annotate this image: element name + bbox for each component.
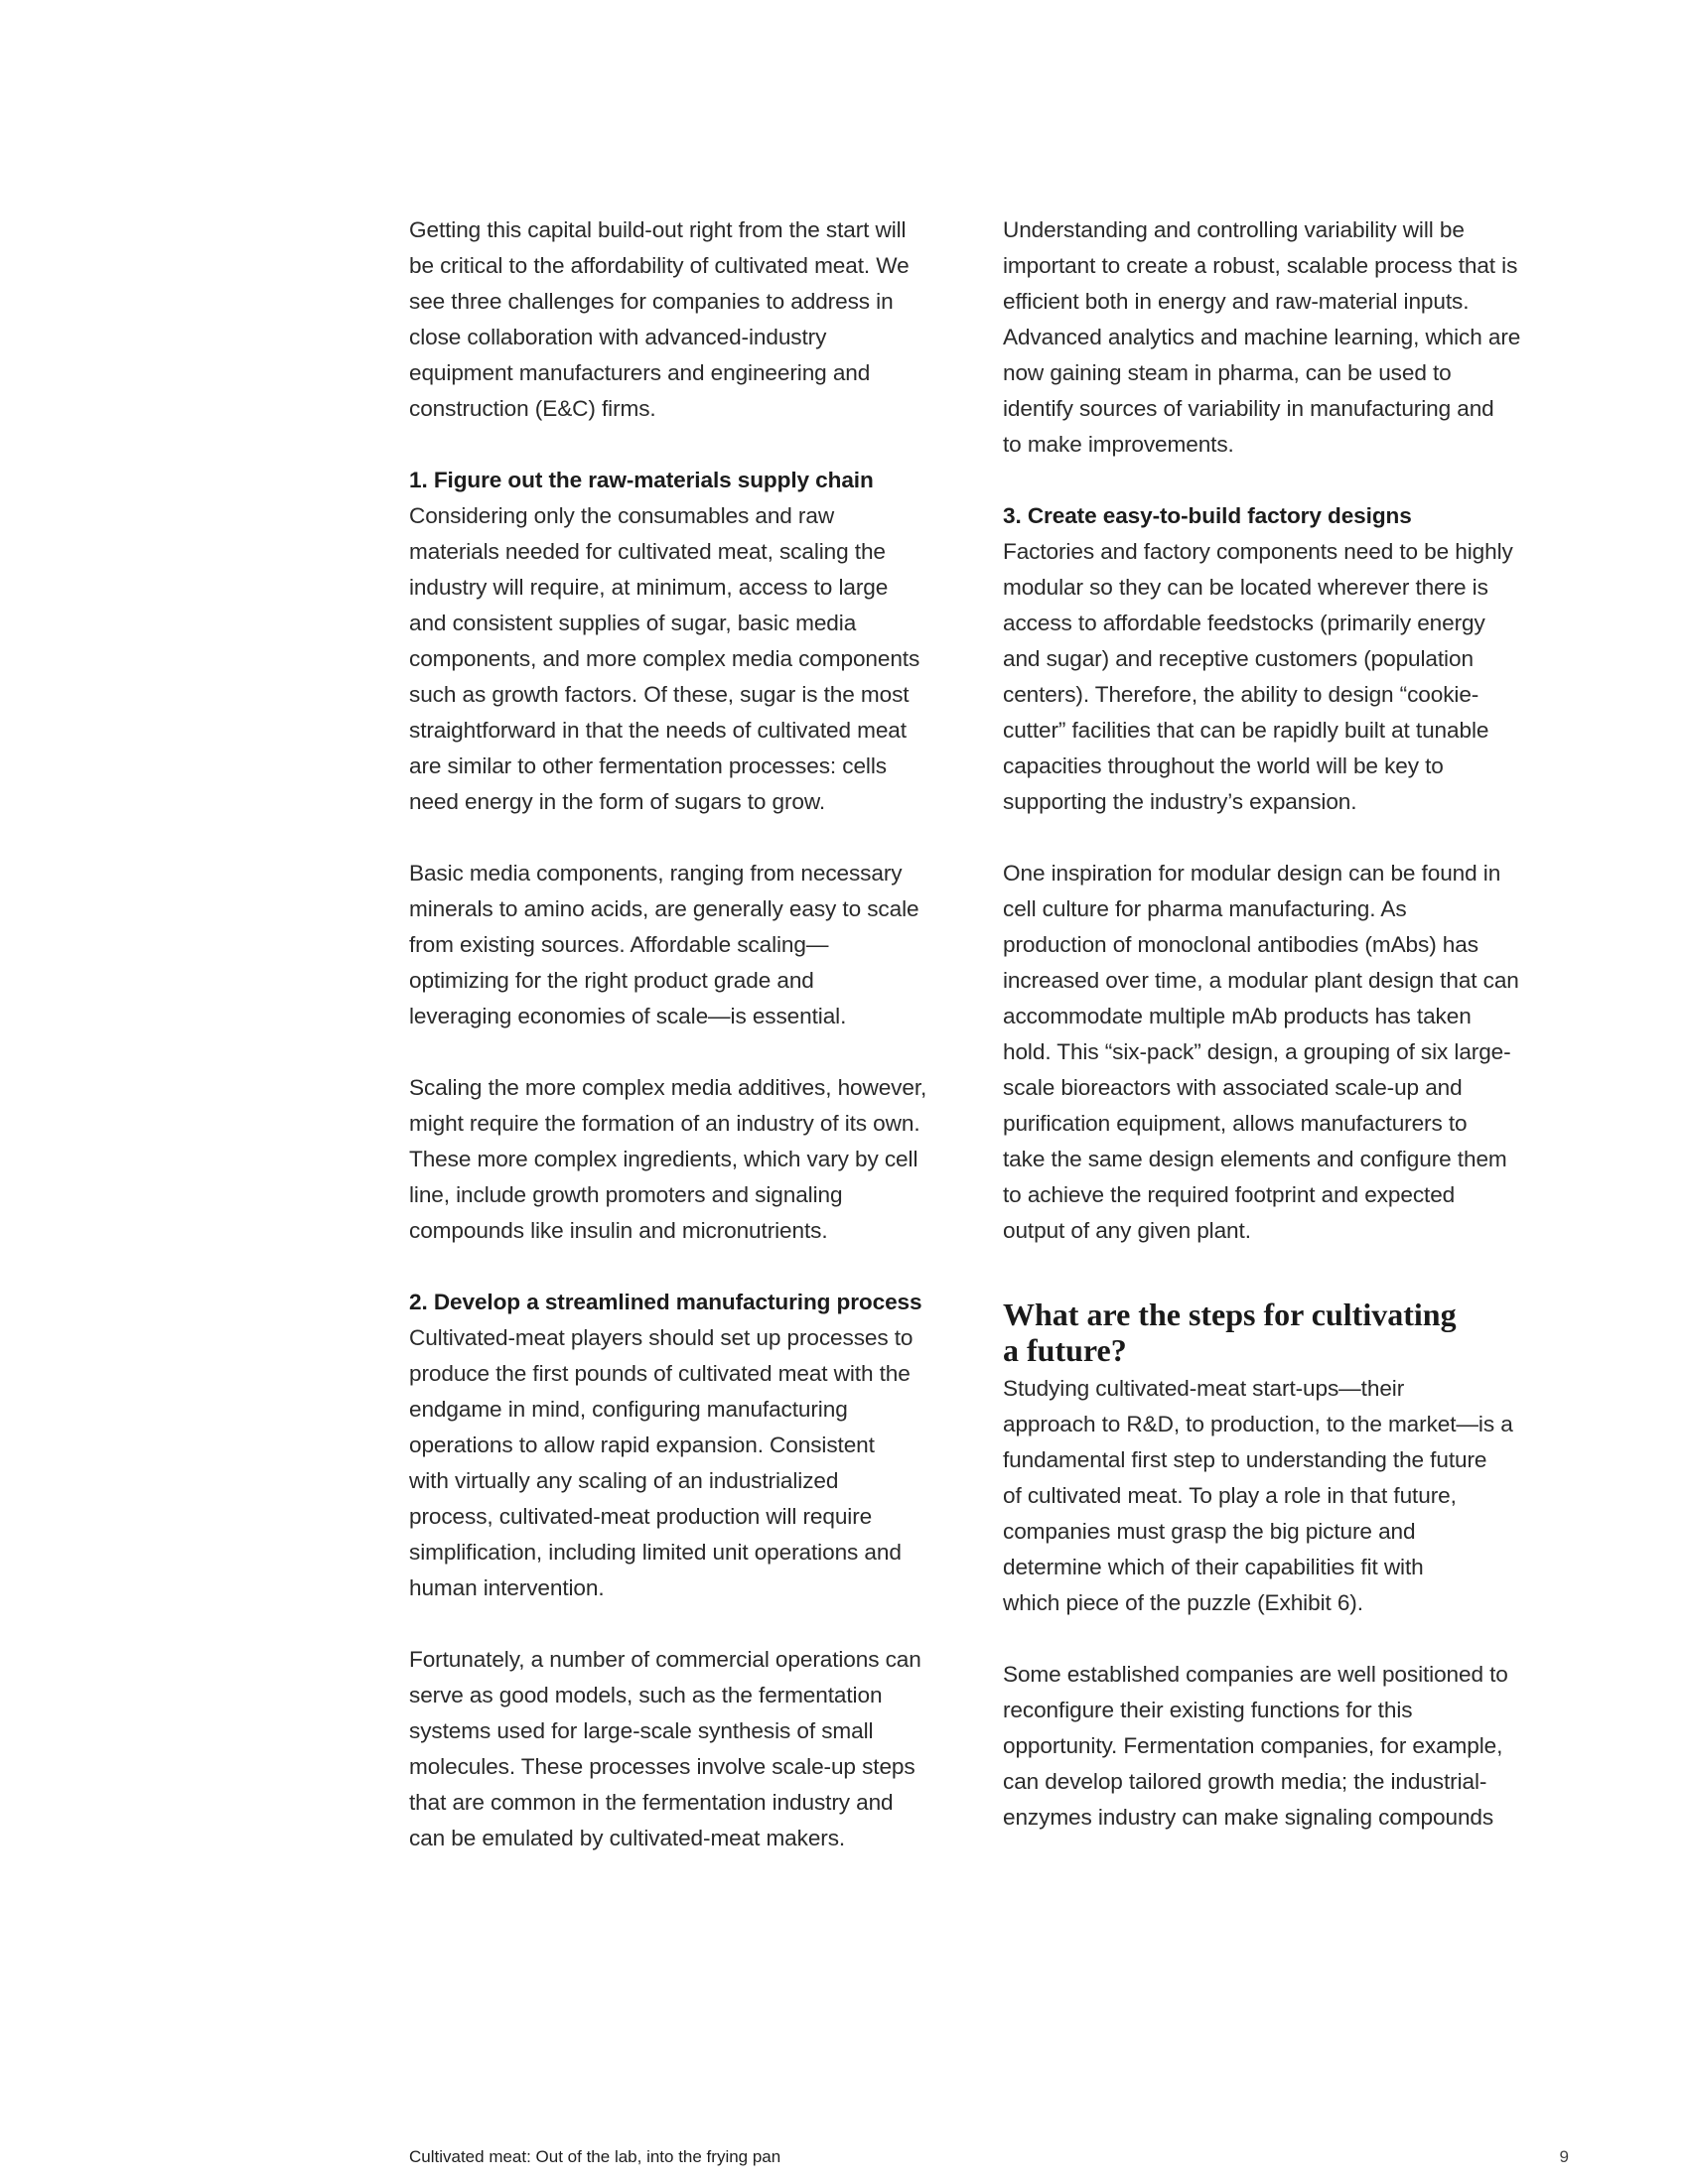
factory-designs-paragraph: Factories and factory components need to be highly modular so they can be located wherever there is access to affordable feedstocks (primarily energy and sugar) and receptive customers (population centers). Therefore, the ability to design “cookie- cutter” facilities that can be rapidly built at tunable capacities throughout the world will be key to supporting the industry’s expansion. xyxy=(1003,539,1513,814)
start-ups-paragraph: Studying cultivated-meat start-ups—their approach to R&D, to production, to the market—is a fundamental first step to understanding the future of cultivated meat. To play a role in that future, companies must grasp the big picture and determine which of their capabilities fit with which piece of the puzzle (Exhibit 6). xyxy=(1003,1376,1513,1615)
section-heading-cultivating-future: What are the steps for cultivating a future? xyxy=(1003,1297,1457,1368)
page-number: 9 xyxy=(1559,2147,1569,2166)
heading-manufacturing-process: 2. Develop a streamlined manufacturing process xyxy=(409,1290,922,1314)
heading-raw-materials: 1. Figure out the raw-materials supply chain xyxy=(409,468,874,492)
footer-report-title: Cultivated meat: Out of the lab, into the frying pan xyxy=(409,2147,781,2166)
manufacturing-paragraph: Cultivated-meat players should set up processes to produce the first pounds of cultivated meat with the endgame in mind, configuring manufacturing operations to allow rapid expansion. Consistent with virtually any scaling of an industrialized process, cultivated-meat production will require simplification, including limited unit operations and human intervention. xyxy=(409,1325,914,1600)
established-companies-paragraph: Some established companies are well positioned to reconfigure their existing functions for this opportunity. Fermentation companies, for example, can develop tailored growth media; the industrial- enzymes industry can make signaling compounds xyxy=(1003,1662,1508,1830)
variability-paragraph: Understanding and controlling variability will be important to create a robust, scalable process that is efficient both in energy and raw-material inputs. Advanced analytics and machine learning, which are now gaining steam in pharma, can be used to identify sources of variability in manufacturing and to make improvements. xyxy=(1003,217,1521,457)
modular-design-paragraph: One inspiration for modular design can be found in cell culture for pharma manufacturing. As production of monoclonal antibodies (mAbs) has increased over time, a modular plant design that can accommodate multiple mAb products has taken hold. This “six-pack” design, a grouping of six large- scale bioreactors with associated scale-up and purification equipment, allows manufacturers to take the same design elements and configure them to achieve the required footprint and expected output of any given plant. xyxy=(1003,861,1519,1243)
intro-paragraph: Getting this capital build-out right from the start will be critical to the affordability of cultivated meat. We see three challenges for companies to address in close collaboration with advanced-industry equipment manufacturers and engineering and construction (E&C) firms. xyxy=(409,217,910,421)
left-column xyxy=(409,212,987,1856)
raw-materials-paragraph: Considering only the consumables and raw materials needed for cultivated meat, scaling the industry will require, at minimum, access to large and consistent supplies of sugar, basic media components, and more complex media components such as growth factors. Of these, sugar is the most straightforward in that the needs of cultivated meat are similar to other fermentation processes: cells need energy in the form of sugars to grow. xyxy=(409,503,920,814)
heading-factory-designs: 3. Create easy-to-build factory designs xyxy=(1003,503,1412,528)
commercial-models-paragraph: Fortunately, a number of commercial operations can serve as good models, such as the fermentation systems used for large-scale synthesis of small molecules. These processes involve scale-up steps that are common in the fermentation industry and can be emulated by cultivated-meat makers. xyxy=(409,1647,921,1850)
complex-media-paragraph: Scaling the more complex media additives, however, might require the formation of an industry of its own. These more complex ingredients, which vary by cell line, include growth promoters and signaling compounds like insulin and micronutrients. xyxy=(409,1075,927,1243)
basic-media-paragraph: Basic media components, ranging from necessary minerals to amino acids, are generally easy to scale from existing sources. Affordable scaling— optimizing for the right product grade and leveraging economies of scale—is essential. xyxy=(409,861,919,1028)
right-column xyxy=(1003,212,1589,1836)
